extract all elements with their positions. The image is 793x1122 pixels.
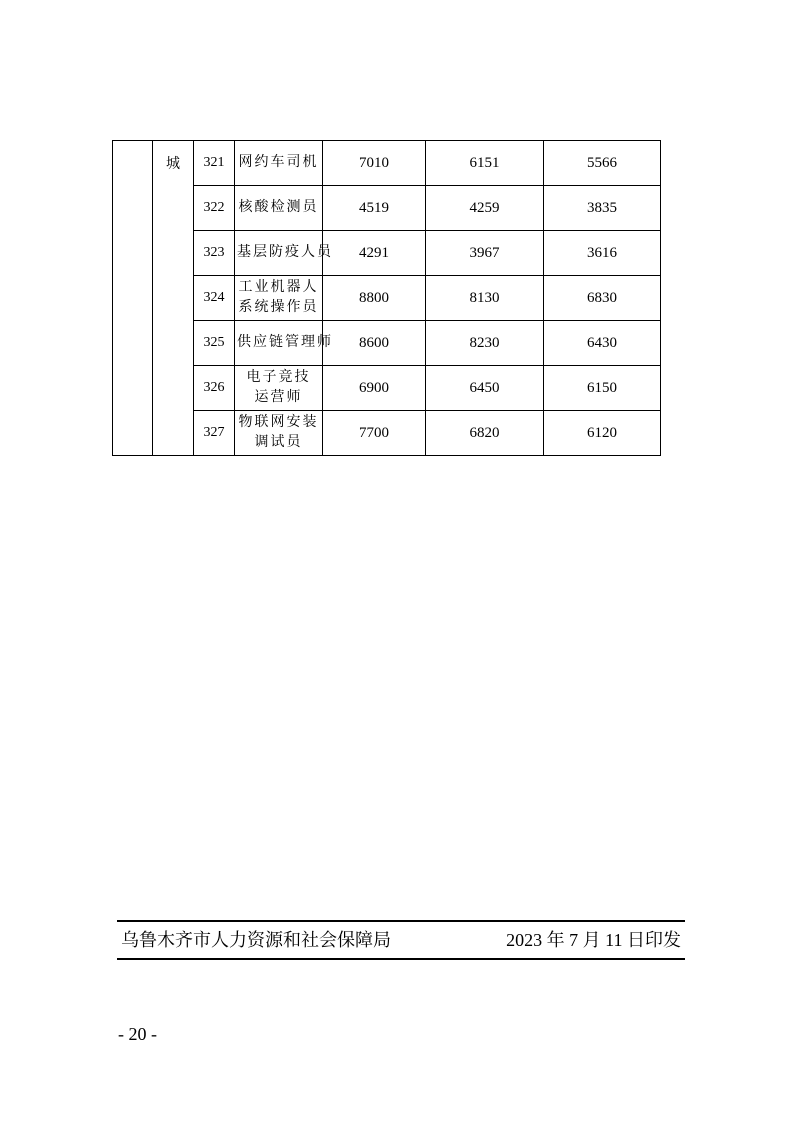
- wage-value-mid: 3967: [426, 231, 544, 276]
- table-row: [113, 231, 661, 276]
- wage-value-high: 7010: [323, 141, 426, 186]
- wage-value-mid: 4259: [426, 186, 544, 231]
- wage-value-low: 6430: [544, 321, 661, 366]
- occupation-name: [235, 141, 323, 186]
- wage-value-mid: 6820: [426, 411, 544, 456]
- wage-value-high: 7700: [323, 411, 426, 456]
- occupation-name: [235, 366, 323, 411]
- occupation-name: [235, 276, 323, 321]
- wage-value-high: 6900: [323, 366, 426, 411]
- occupation-name-line: 工业机器人: [238, 280, 319, 295]
- footer-divider-bottom: [117, 958, 685, 960]
- occupation-name-line: 供应链管理师: [237, 335, 333, 350]
- occupation-name-line: 调试员: [254, 435, 303, 450]
- row-number: 323: [194, 231, 235, 276]
- table-row: [113, 141, 661, 186]
- wage-value-high: 8800: [323, 276, 426, 321]
- row-number: 324: [194, 276, 235, 321]
- footer-issuer: 乌鲁木齐市人力资源和社会保障局: [121, 930, 391, 950]
- table-row: [113, 411, 661, 456]
- wage-value-high: 4291: [323, 231, 426, 276]
- wage-value-mid: 8130: [426, 276, 544, 321]
- wage-table-body: [113, 141, 661, 456]
- table-row: [113, 186, 661, 231]
- occupation-name-line: 网约车司机: [238, 155, 319, 170]
- wage-value-high: 4519: [323, 186, 426, 231]
- occupation-name-line: 核酸检测员: [238, 200, 319, 215]
- occupation-name-line: 物联网安装: [238, 415, 319, 430]
- wage-value-low: 5566: [544, 141, 661, 186]
- occupation-name: [235, 321, 333, 366]
- blank-group-cell: [113, 141, 153, 456]
- table-row: [113, 366, 661, 411]
- occupation-name-line: 电子竞技: [246, 370, 311, 385]
- occupation-name-line: 运营师: [254, 390, 303, 405]
- footer-divider-top: [117, 920, 685, 922]
- wage-value-low: 3835: [544, 186, 661, 231]
- wage-value-low: 6120: [544, 411, 661, 456]
- wage-value-low: 3616: [544, 231, 661, 276]
- occupation-name-line: 基层防疫人员: [237, 245, 333, 260]
- category-cell: 城: [153, 141, 194, 456]
- occupation-name-line: 系统操作员: [238, 300, 319, 315]
- row-number: 321: [194, 141, 235, 186]
- wage-table: [112, 140, 661, 456]
- wage-value-low: 6150: [544, 366, 661, 411]
- table-row: [113, 321, 661, 366]
- row-number: 322: [194, 186, 235, 231]
- row-number: 325: [194, 321, 235, 366]
- footer-issue-date: 2023 年 7 月 11 日印发: [506, 930, 681, 950]
- occupation-name: [235, 231, 333, 276]
- wage-value-high: 8600: [323, 321, 426, 366]
- wage-value-mid: 6450: [426, 366, 544, 411]
- page-number: - 20 -: [118, 1024, 157, 1044]
- row-number: 326: [194, 366, 235, 411]
- wage-value-mid: 8230: [426, 321, 544, 366]
- occupation-name: [235, 411, 323, 456]
- wage-value-low: 6830: [544, 276, 661, 321]
- table-row: [113, 276, 661, 321]
- wage-value-mid: 6151: [426, 141, 544, 186]
- occupation-name: [235, 186, 323, 231]
- row-number: 327: [194, 411, 235, 456]
